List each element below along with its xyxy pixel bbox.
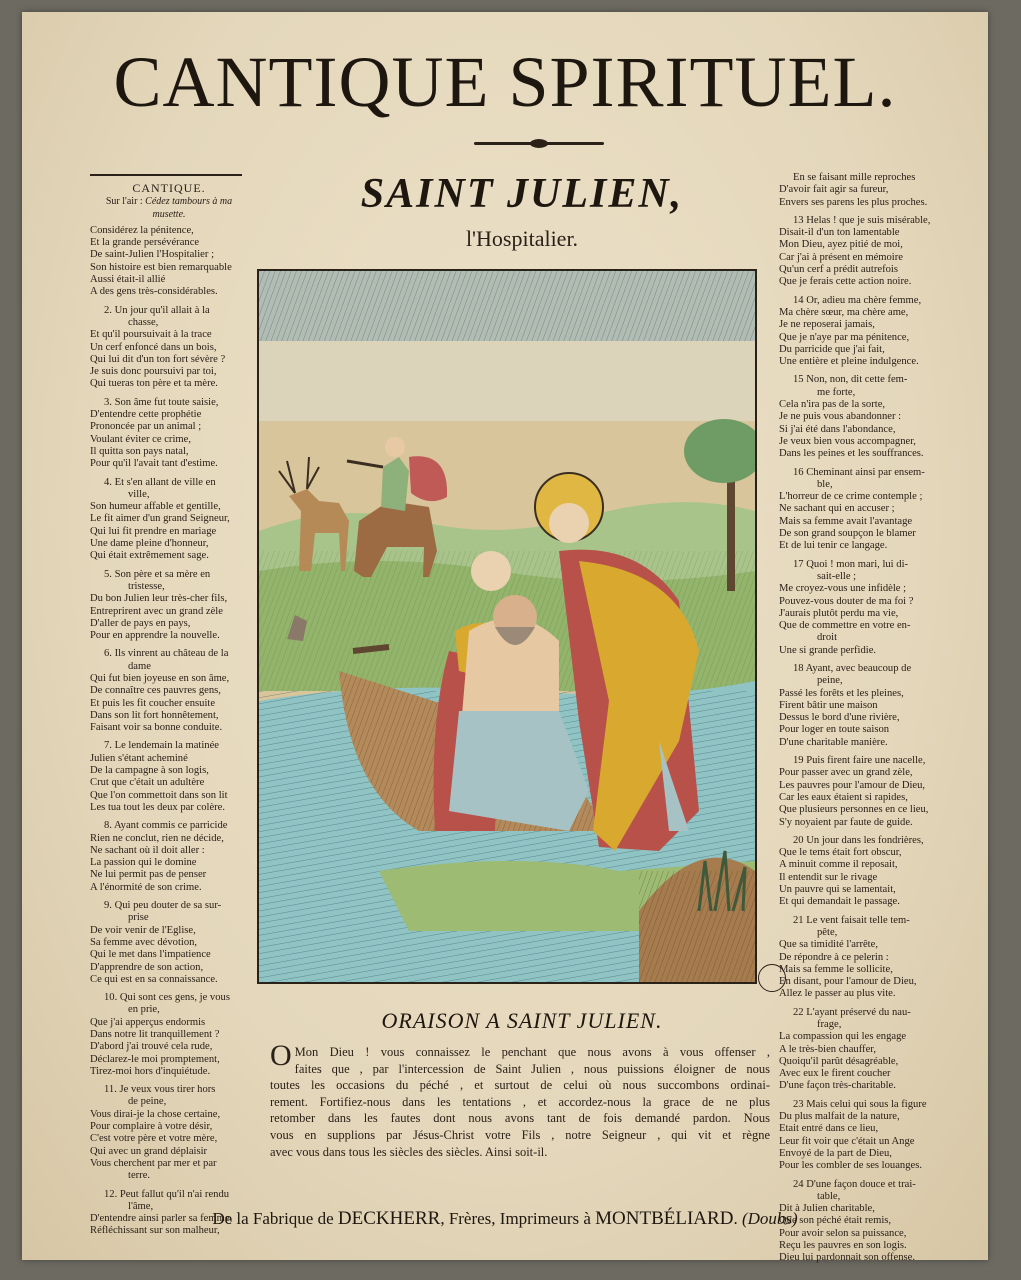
verse-line: Je ne puis vous abandonner : xyxy=(779,411,902,423)
prayer-heading: ORAISON A SAINT JULIEN. xyxy=(381,1008,663,1033)
verse-line: Le fit aimer d'un grand Seigneur, xyxy=(90,513,230,525)
verse-line: Pour passer avec un grand zèle, xyxy=(779,767,913,779)
verse-line: A minuit comme il reposait, xyxy=(779,859,898,871)
verse-line: Les tua tout les deux par colère. xyxy=(90,801,226,813)
tune-prefix: Sur l'air : xyxy=(105,196,143,208)
woman-head xyxy=(471,551,511,591)
page-title: CANTIQUE SPIRITUEL. xyxy=(113,42,897,122)
rider-head xyxy=(385,437,405,457)
verse-line: Je veux bien vous accompagner, xyxy=(779,435,916,447)
verse-line: Il quitta son pays natal, xyxy=(90,445,189,457)
verse-line: dame xyxy=(128,660,151,672)
verse-line: Dessus le bord d'une rivière, xyxy=(779,712,900,724)
cloud-hatching xyxy=(259,271,755,341)
verse-line: peine, xyxy=(817,675,843,687)
verse-line: 11. Je veux vous tirer hors xyxy=(104,1084,216,1096)
prayer-line: Mon Dieu ! vous connaissez le penchant que nous avons à vous offenser , xyxy=(294,1045,770,1059)
verse-line: Que je ferais cette action noire. xyxy=(779,276,912,288)
verse-line: Que l'on commettoit dans son lit xyxy=(90,789,228,801)
verse-line: Allez le passer au plus vite. xyxy=(779,988,896,1000)
verse-line: Déclarez-le moi promptement, xyxy=(90,1053,220,1065)
verse-line: Qui était extrêmement sage. xyxy=(90,550,209,562)
verse-line: 22 L'ayant préservé du nau- xyxy=(793,1006,911,1018)
verse-line: La passion qui le domine xyxy=(90,857,197,869)
verse-line: l'âme, xyxy=(128,1200,154,1212)
verse-line: 16 Cheminant ainsi par ensem- xyxy=(793,466,925,478)
verse-line: 17 Quoi ! mon mari, lui di- xyxy=(793,558,909,570)
boat-oar xyxy=(353,647,389,651)
verse xyxy=(779,172,939,209)
verse-line: Envers ses parens les plus proches. xyxy=(779,196,928,208)
verse-line: en prie, xyxy=(128,1004,160,1016)
verse xyxy=(779,915,939,1001)
verse-line: 23 Mais celui qui sous la figure xyxy=(793,1098,927,1110)
verse-line: Une entière et pleine indulgence. xyxy=(779,356,919,368)
verse-line: L'horreur de ce crime contemple ; xyxy=(779,491,923,503)
verse-line: Que de commettre en votre en- xyxy=(779,620,911,632)
verse-line: 5. Son père et sa mère en xyxy=(104,568,211,580)
prayer-text xyxy=(270,1039,770,1160)
verse-line: Et qu'il poursuivait à la trace xyxy=(90,329,212,341)
verse-line: de peine, xyxy=(128,1096,167,1108)
verse-line: Qui lui dit d'un ton fort sévère ? xyxy=(90,353,226,365)
verse-line: Etait entré dans ce lieu, xyxy=(779,1123,879,1135)
verse-line: Avec eux le firent coucher xyxy=(779,1068,891,1080)
verse-line: Si j'ai été dans l'abondance, xyxy=(779,423,896,435)
verse-line: D'avoir fait agir sa fureur, xyxy=(779,184,889,196)
verse-line: En disant, pour l'amour de Dieu, xyxy=(779,976,917,988)
prayer-line: toutes les occasions du péché , et surtout de celui où nous succombons ordinai- xyxy=(270,1078,770,1093)
verse-line: Disait-il d'un ton lamentable xyxy=(779,227,900,239)
verse-line: Que sa timidité l'arrête, xyxy=(779,939,878,951)
verse-line: Dieu lui pardonnait son offense. xyxy=(779,1252,916,1264)
verse-line: Qui avec un grand déplaisir xyxy=(90,1145,208,1157)
verse-line: Mais sa femme avait l'avantage xyxy=(779,515,913,527)
verse-line: frage, xyxy=(817,1019,842,1030)
verse-line: Firent bâtir une maison xyxy=(779,699,878,711)
verse-line: Julien s'étant acheminé xyxy=(90,752,188,764)
verse-line: De connaître ces pauvres gens, xyxy=(90,685,221,697)
verse-line: Que le tems était fort obscur, xyxy=(779,847,902,859)
verse-line: Je suis donc poursuivi par toi, xyxy=(90,366,217,378)
verse-line: table, xyxy=(817,1190,841,1202)
verse-line: En se faisant mille reproches xyxy=(793,172,916,183)
verse-line: Pour complaire à votre désir, xyxy=(90,1121,213,1133)
verse-line: Me croyez-vous une infidèle ; xyxy=(779,583,907,595)
tune-title: Cédez tambours à ma musette. xyxy=(145,196,233,220)
verse-line: Car les eaux étaient si rapides, xyxy=(779,791,908,803)
verse-line: S'y noyaient par faute de guide. xyxy=(779,816,913,828)
verse-line: D'entendre cette prophétie xyxy=(90,409,202,421)
prayer-lines xyxy=(270,1039,770,1160)
woodcut-scene xyxy=(259,271,755,982)
verse-line: Du plus malfait de la nature, xyxy=(779,1111,900,1123)
verse-line: De voir venir de l'Eglise, xyxy=(90,924,196,936)
tree-canopy xyxy=(684,419,755,483)
verse-line: 3. Son âme fut toute saisie, xyxy=(104,396,219,408)
cantique-left-column xyxy=(90,174,248,1244)
verse-line: Un pauvre qui se lamentait, xyxy=(779,884,896,896)
verse-line: Envoyé de la part de Dieu, xyxy=(779,1147,892,1159)
verse xyxy=(779,467,939,553)
verse-line: Ne sachant où il doit aller : xyxy=(90,844,205,856)
verse-line: De saint-Julien l'Hospitalier ; xyxy=(90,249,215,261)
verse-line: Faisant voir sa bonne conduite. xyxy=(90,722,223,734)
left-verses xyxy=(90,225,248,1238)
verse xyxy=(90,225,248,299)
verse-line: Vous cherchent par mer et par xyxy=(90,1157,217,1169)
verse-line: D'apprendre de son action, xyxy=(90,961,204,973)
imprint-prefix: De la Fabrique de xyxy=(212,1209,338,1228)
verse-line: Car j'ai à présent en mémoire xyxy=(779,251,903,263)
verse-line: Qui le met dans l'impatience xyxy=(90,949,211,961)
verse-line: Mon Dieu, ayez pitié de moi, xyxy=(779,239,903,251)
prayer-line: rement. Fortifiez-nous dans les tentations , et accordez-nous la grace de ne plus xyxy=(270,1094,770,1109)
verse-line: Dans notre lit tranquillement ? xyxy=(90,1029,220,1040)
verse-line: La compassion qui les engage xyxy=(779,1031,907,1043)
verse-line: Une dame pleine d'honneur, xyxy=(90,538,209,550)
verse-line: 2. Un jour qu'il allait à la xyxy=(104,304,210,316)
verse xyxy=(779,1007,939,1093)
verse-line: Dans son lit fort honnêtement, xyxy=(90,709,219,721)
verse-line: terre. xyxy=(128,1170,151,1182)
verse-line: 9. Qui peu douter de sa sur- xyxy=(104,900,222,912)
verse xyxy=(90,569,248,643)
verse-line: 14 Or, adieu ma chère femme, xyxy=(793,294,922,306)
verse xyxy=(779,835,939,909)
saint-epithet: l'Hospitalier. xyxy=(465,226,579,251)
verse-line: Il entendit sur le rivage xyxy=(779,871,878,883)
verse-line: 15 Non, non, dit cette fem- xyxy=(793,374,908,386)
saint-head xyxy=(549,503,589,543)
verse-line: tristesse, xyxy=(128,580,165,592)
verse-line: Considérez la pénitence, xyxy=(90,224,194,236)
verse xyxy=(779,215,939,289)
rider-pointing-arm xyxy=(347,461,383,467)
verse-line: Ne sachant qui en accuser ; xyxy=(779,503,895,515)
verse-line: droit xyxy=(817,632,838,644)
verse xyxy=(779,295,939,369)
verse-line: 21 Le vent faisait telle tem- xyxy=(793,914,910,926)
verse-line: 13 Helas ! que je suis misérable, xyxy=(793,214,931,226)
verse-line: Pouvez-vous douter de ma foi ? xyxy=(779,595,914,607)
verse-line: Tirez-moi hors d'inquiétude. xyxy=(90,1065,211,1077)
verse-line: Rien ne conclut, rien ne décide, xyxy=(90,832,224,844)
verse-line: Que je n'aye par ma pénitence, xyxy=(779,331,910,343)
verse-line: sait-elle ; xyxy=(817,570,857,582)
verse-line: A l'énormité de son crime. xyxy=(90,881,202,893)
verse-line: Pour loger en toute saison xyxy=(779,724,890,736)
verse-line: 12. Peut fallut qu'il n'ai rendu xyxy=(104,1188,230,1200)
verse-line: pête, xyxy=(817,926,838,938)
verse xyxy=(779,374,939,460)
verse-line: 24 D'une façon douce et trai- xyxy=(793,1178,916,1190)
verse xyxy=(90,900,248,986)
verse-line: De son grand soupçon le blamer xyxy=(779,528,916,540)
verse-line: Crut que c'était un adultère xyxy=(90,777,205,789)
verse-line: D'une charitable manière. xyxy=(779,736,888,748)
shore-hatching xyxy=(639,871,755,982)
verse-line: Dans les peines et les souffrances. xyxy=(779,448,924,460)
verse-line: Un cerf enfoncé dans un bois, xyxy=(90,341,217,353)
saint-name-heading: SAINT JULIEN, xyxy=(360,171,684,217)
verse-line: Qui lui fit prendre en mariage xyxy=(90,525,217,537)
verse xyxy=(90,648,248,734)
broadsheet-page xyxy=(22,12,988,1264)
prayer-line: faites que , par l'intercession de Saint Julien , nous puissions éloigner de nous xyxy=(294,1061,770,1076)
right-verses xyxy=(779,172,939,1265)
prayer-line: avec vous dans tous les siècles des siècles. Ainsi soit-il. xyxy=(270,1144,548,1159)
rider-cloak xyxy=(409,456,447,501)
verse-line: Réfléchissant sur son malheur, xyxy=(90,1225,220,1237)
stag-antlers xyxy=(279,457,319,493)
imprint-middle: , Frères, Imprimeurs à xyxy=(440,1209,596,1228)
verse-line: Les pauvres pour l'amour de Dieu, xyxy=(779,779,926,791)
tree-trunk xyxy=(727,471,735,591)
verse-line: Et de lui tenir ce langage. xyxy=(779,540,888,552)
rider-tunic xyxy=(381,457,409,511)
column-top-rule xyxy=(90,174,242,176)
verse-line: 6. Ils vinrent au château de la xyxy=(104,648,229,660)
verse-line: D'abord j'ai trouvé cela rude, xyxy=(90,1041,213,1053)
verse-line: 18 Ayant, avec beaucoup de xyxy=(793,662,912,674)
verse-line: De la campagne à son logis, xyxy=(90,765,209,777)
verse-line: D'entendre ainsi parler sa femme, xyxy=(90,1213,233,1225)
imprint-printer-name: DECKHERR xyxy=(337,1208,441,1229)
verse-line: D'une façon très-charitable. xyxy=(779,1080,896,1092)
verse xyxy=(779,559,939,657)
verse-line: Ce qui est en sa connaissance. xyxy=(90,973,218,985)
verse xyxy=(779,755,939,829)
verse-line: Sa femme avec dévotion, xyxy=(90,936,198,948)
cantique-heading: CANTIQUE. xyxy=(132,181,206,195)
verse-line: Ma chère sœur, ma chère ame, xyxy=(779,306,909,318)
verse-line: C'est votre père et votre mère, xyxy=(90,1133,218,1145)
verse-line: Pour qu'il l'avait tant d'estime. xyxy=(90,458,218,470)
verse-line: 10. Qui sont ces gens, je vous xyxy=(104,992,230,1004)
verse-line: De répondre à ce pelerin : xyxy=(779,951,889,963)
verse-line: Que plusieurs personnes en ce lieu, xyxy=(779,804,929,816)
verse-line: Prononcée par un animal ; xyxy=(90,421,202,433)
verse-line: Leur fit voir que c'était un Ange xyxy=(779,1135,915,1147)
imprint-period: . xyxy=(733,1209,742,1228)
verse-line: Qui tueras ton père et ta mère. xyxy=(90,378,218,390)
verse-line: Quoiqu'il parût désagréable, xyxy=(779,1055,899,1067)
verse-line: Du bon Julien leur très-cher fils, xyxy=(90,593,228,605)
woodcut-illustration xyxy=(257,269,757,984)
verse-line: Aussi était-il allié xyxy=(90,274,166,286)
verse-line: 4. Et s'en allant de ville en xyxy=(104,476,216,488)
verse-line: chasse, xyxy=(128,316,159,328)
verse-line: Mais sa femme le sollicite, xyxy=(779,963,893,975)
verse-line: Son histoire est bien remarquable xyxy=(90,261,232,273)
verse xyxy=(90,740,248,814)
prayer-dropcap: O xyxy=(270,1039,292,1072)
imprint-department: (Doubs) xyxy=(741,1209,798,1228)
verse-line: Je ne reposerai jamais, xyxy=(779,319,875,331)
verse-line: Dit à Julien charitable, xyxy=(779,1203,875,1215)
verse xyxy=(90,305,248,391)
verse-line: Vous dirai-je la chose certaine, xyxy=(90,1108,221,1120)
verse xyxy=(779,663,939,749)
verse-line: Ne lui permit pas de penser xyxy=(90,869,207,881)
verse-line: Et qui demandait le passage. xyxy=(779,896,900,908)
tune-indication xyxy=(90,196,248,221)
printer-imprint xyxy=(22,1208,988,1230)
verse-line: 20 Un jour dans les fondrières, xyxy=(793,834,924,846)
verse-line: Et la grande persévérance xyxy=(90,237,200,249)
verse-line: 8. Ayant commis ce parricide xyxy=(104,820,228,832)
verse-line: Cela n'ira pas de la sorte, xyxy=(779,399,886,411)
prayer-line: retomber dans les fautes dont nous avons tant de fois demandé pardon. Nous xyxy=(270,1111,770,1126)
verse-line: J'aurais plutôt perdu ma vie, xyxy=(779,607,899,619)
verse-line: Qu'un cerf a prédit autrefois xyxy=(779,264,898,276)
verse xyxy=(90,1084,248,1182)
verse-line: Pour avoir selon sa puissance, xyxy=(779,1227,907,1239)
verse-line: Pour en apprendre la nouvelle. xyxy=(90,630,220,642)
prayer-line: vous en supplions par Jésus-Christ votre Fils , notre Seigneur , qui vit et règne xyxy=(270,1127,770,1142)
verse-line: Du parricide que j'ai fait, xyxy=(779,343,885,355)
verse-line: ville, xyxy=(128,488,150,500)
verse xyxy=(90,992,248,1078)
verse xyxy=(90,477,248,563)
verse-line: Que j'ai apperçus endormis xyxy=(90,1016,206,1028)
verse-line: Entreprirent avec un grand zèle xyxy=(90,605,223,617)
verse-line: Reçu les pauvres en son logis. xyxy=(779,1240,907,1252)
verse-line: A le très-bien chauffer, xyxy=(779,1043,877,1055)
title-ornament-rule xyxy=(474,142,604,145)
verse-line: Et puis les fit coucher ensuite xyxy=(90,697,216,709)
verse xyxy=(90,820,248,894)
verse-line: 7. Le lendemain la matinée xyxy=(104,740,220,752)
verse-line: Voulant éviter ce crime, xyxy=(90,433,191,445)
verse-line: D'aller de pays en pays, xyxy=(90,617,191,629)
verse-line: me forte, xyxy=(817,386,856,398)
verse xyxy=(90,397,248,471)
verse-line: Qui fut bien joyeuse en son âme, xyxy=(90,672,230,684)
verse-line: 19 Puis firent faire une nacelle, xyxy=(793,755,926,767)
cantique-right-column xyxy=(779,172,939,1271)
verse-line: A des gens très-considérables. xyxy=(90,286,218,298)
imprint-city: MONTBÉLIARD xyxy=(595,1208,734,1229)
verse-line: Pour les combler de ses louanges. xyxy=(779,1160,922,1172)
verse-line: Que son péché était remis, xyxy=(779,1215,892,1227)
verse-line: Son humeur affable et gentille, xyxy=(90,501,221,513)
verse-line: Une si grande perfidie. xyxy=(779,644,877,656)
verse-line: Passé les forêts et les pleines, xyxy=(779,687,904,699)
verse-line: prise xyxy=(128,912,149,924)
verse xyxy=(779,1099,939,1173)
verse-line: ble, xyxy=(817,478,833,490)
